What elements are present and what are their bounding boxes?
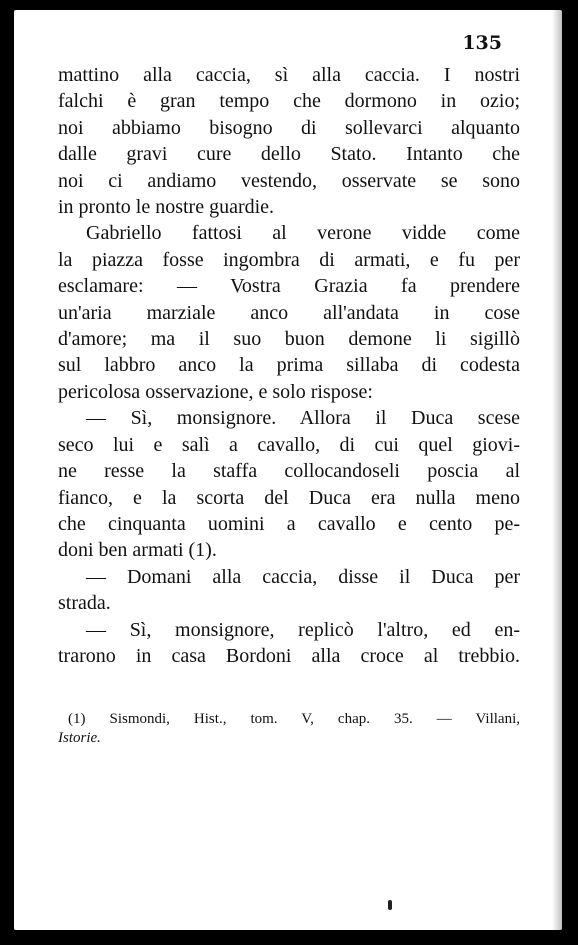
- text-line: doni ben armati (1).: [58, 539, 217, 562]
- text-line: falchi è gran tempo che dormono in ozio;: [58, 90, 520, 113]
- text-line: — Sì, monsignore, replicò l'altro, ed en-: [86, 618, 520, 641]
- text-line: Gabriello fattosi al verone vidde come: [86, 222, 520, 245]
- text-line: che cinquanta uomini a cavallo e cento pe-: [58, 512, 520, 535]
- text-line: noi abbiamo bisogno di sollevarci alquanto: [58, 116, 520, 139]
- book-page: [14, 10, 562, 930]
- footnote-line: (1) Sismondi, Hist., tom. V, chap. 35. — Villani,: [68, 711, 520, 727]
- text-line: strada.: [58, 592, 111, 615]
- footnote: [58, 710, 520, 748]
- page-edge-shadow: [552, 10, 562, 930]
- text-line: dalle gravi cure dello Stato. Intanto che: [58, 143, 520, 166]
- text-line: ne resse la staffa collocandoseli poscia al: [58, 460, 520, 483]
- text-line: — Sì, monsignore. Allora il Duca scese: [86, 407, 520, 430]
- ink-mark: [388, 900, 392, 910]
- text-line: la piazza fosse ingombra di armati, e fu per: [58, 248, 520, 271]
- text-line: esclamare: — Vostra Grazia fa prendere: [58, 275, 520, 298]
- text-line: sul labbro anco la prima sillaba di codesta: [58, 354, 520, 377]
- text-line: trarono in casa Bordoni alla croce al trebbio.: [58, 644, 520, 667]
- text-line: noi ci andiamo vestendo, osservate se sono: [58, 169, 520, 192]
- body-text: [58, 62, 520, 669]
- page-number: 135: [462, 32, 502, 54]
- text-line: fianco, e la scorta del Duca era nulla meno: [58, 486, 520, 509]
- text-line: pericolosa osservazione, e solo rispose:: [58, 380, 373, 403]
- text-line: in pronto le nostre guardie.: [58, 196, 275, 219]
- text-line: seco lui e salì a cavallo, di cui quel giovi-: [58, 433, 520, 456]
- text-line: mattino alla caccia, sì alla caccia. I nostri: [58, 64, 520, 86]
- footnote-line: Istorie.: [58, 730, 101, 746]
- text-line: — Domani alla caccia, disse il Duca per: [86, 565, 520, 588]
- text-line: un'aria marziale anco all'andata in cose: [58, 301, 520, 324]
- text-line: d'amore; ma il suo buon demone li sigillò: [58, 328, 520, 351]
